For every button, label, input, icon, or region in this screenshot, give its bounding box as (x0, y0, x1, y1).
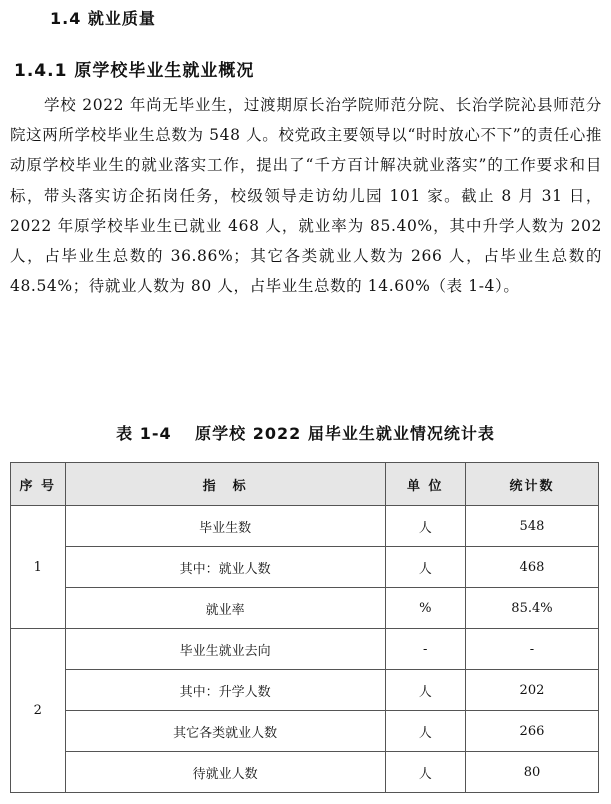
header-serial-number: 序 号 (11, 463, 66, 506)
header-unit: 单 位 (385, 463, 465, 506)
unit-cell: 人 (385, 670, 465, 711)
table-row (11, 752, 599, 793)
header-count: 统计数 (465, 463, 598, 506)
indicator-cell: 毕业生就业去向 (65, 629, 385, 670)
value-cell: - (465, 629, 598, 670)
value-cell: 202 (465, 670, 598, 711)
table-header-row (11, 463, 599, 506)
unit-cell: 人 (385, 506, 465, 547)
table-row (11, 629, 599, 670)
table-row (11, 506, 599, 547)
unit-cell: 人 (385, 711, 465, 752)
unit-cell: 人 (385, 547, 465, 588)
indicator-cell: 其中：升学人数 (65, 670, 385, 711)
unit-cell: - (385, 629, 465, 670)
table-row (11, 670, 599, 711)
statistics-table (10, 462, 599, 793)
value-cell: 85.4% (465, 588, 598, 629)
section-heading: 1.4 就业质量 (50, 9, 156, 28)
indicator-cell: 待就业人数 (65, 752, 385, 793)
value-cell: 468 (465, 547, 598, 588)
value-cell: 80 (465, 752, 598, 793)
indicator-cell: 毕业生数 (65, 506, 385, 547)
unit-cell: % (385, 588, 465, 629)
table-row (11, 547, 599, 588)
group-number-cell: 2 (11, 629, 66, 793)
table-row (11, 588, 599, 629)
value-cell: 548 (465, 506, 598, 547)
unit-cell: 人 (385, 752, 465, 793)
table-caption: 表 1-4 原学校 2022 届毕业生就业情况统计表 (116, 424, 495, 443)
table-row (11, 711, 599, 752)
subsection-heading: 1.4.1 原学校毕业生就业概况 (14, 61, 255, 81)
group-number-cell: 1 (11, 506, 66, 629)
body-paragraph: 学校 2022 年尚无毕业生，过渡期原长治学院师范分院、长治学院沁县师范分院这两所学校毕业生总数为 548 人。校党政主要领导以“时时放心不下”的责任心推动原学校毕业生的就业落实工作，提出了“千方百计解决就业落实”的工作要求和目标，带头落实访企拓岗任务，校级领导走访幼儿园 101 家。截止 8 月 31 日，2022 年原学校毕业生已就业 468 人，就业率为 85.40%，其中升学人数为 202 人，占毕业生总数的 36.86%；其它各类就业人数为 266 人，占毕业生总数的 48.54%；待就业人数为 80 人，占毕业生总数的 14.60%（表 1-4）。 (10, 96, 602, 296)
header-indicator: 指 标 (65, 463, 385, 506)
indicator-cell: 就业率 (65, 588, 385, 629)
indicator-cell: 其中：就业人数 (65, 547, 385, 588)
value-cell: 266 (465, 711, 598, 752)
indicator-cell: 其它各类就业人数 (65, 711, 385, 752)
